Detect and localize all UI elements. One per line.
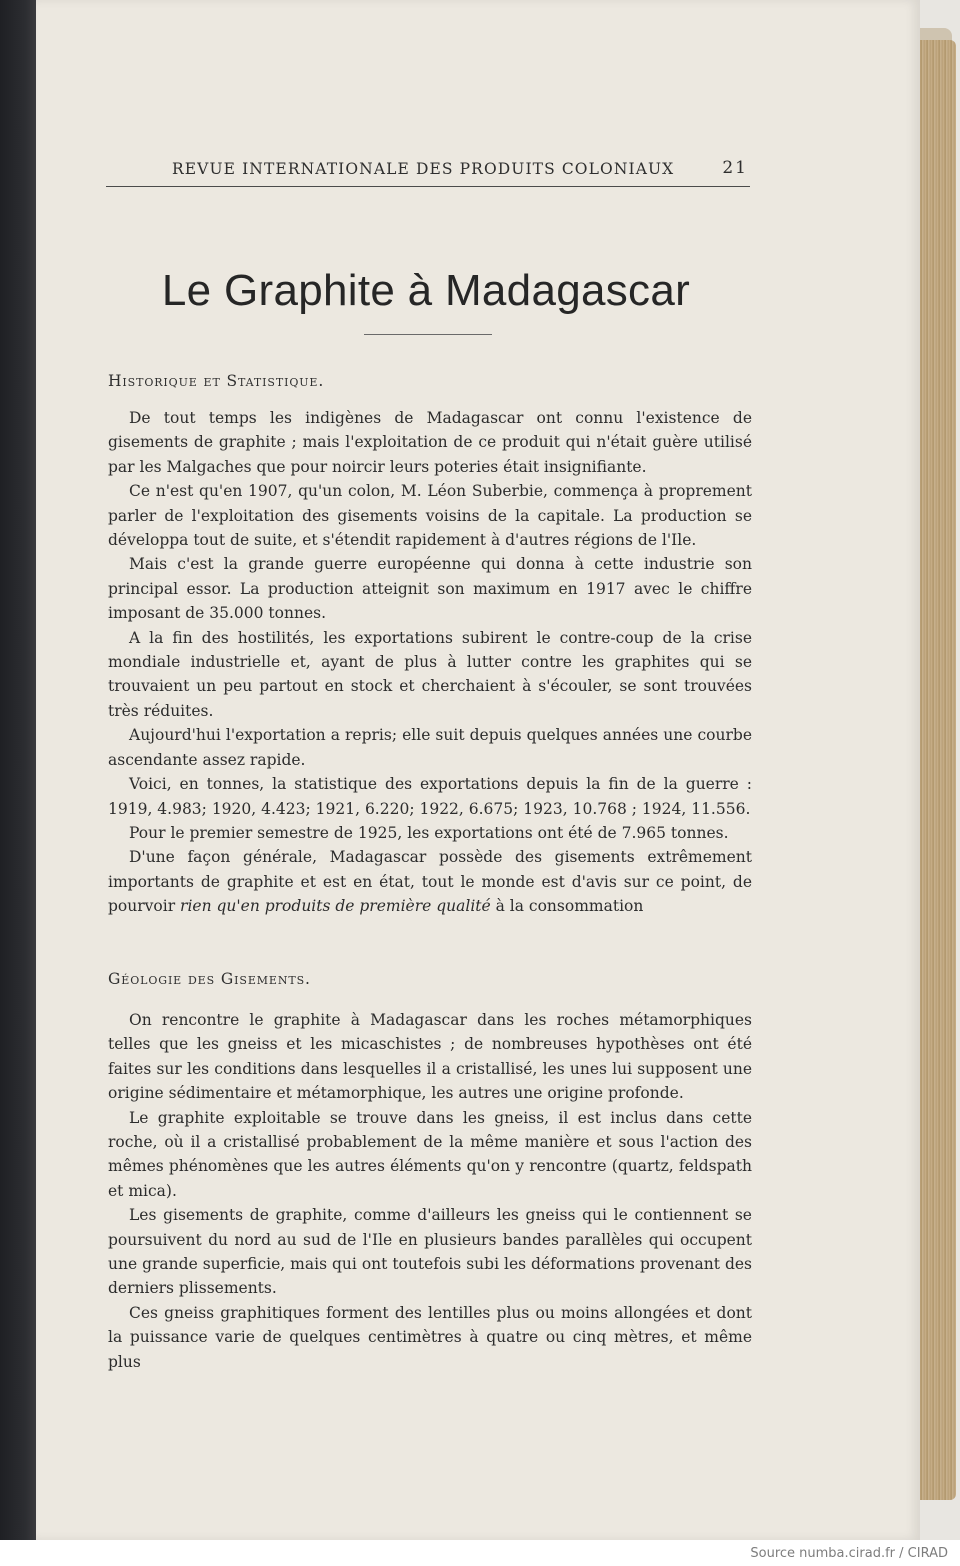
paragraph: Le graphite exploitable se trouve dans les gneiss, il est inclus dans cette roche, où il a cristallisé probablement de la même manière et sous l'action des mêmes phénomènes que les autres éléments qu'on y rencontre (quartz, feldspath et mica). (108, 1108, 752, 1200)
paragraph: Les gisements de graphite, comme d'ailleurs les gneiss qui le contiennent se poursuivent du nord au sud de l'Ile en plusieurs bandes parallèles qui occupent une grande superficie, mais qui ont toutefois subi les déformations provenant des derniers plissements. (108, 1206, 752, 1298)
paragraph: Aujourd'hui l'exportation a repris; elle suit depuis quelques années une courbe ascendante assez rapide. (108, 726, 752, 769)
paragraph: Ce n'est qu'en 1907, qu'un colon, M. Léon Suberbie, commença à proprement parler de l'exploitation des gisements voisins de la capitale. La production se développa tout de suite, et s'étendit rapidement à d'autres régions de l'Ile. (108, 482, 752, 550)
paragraph-text: D'une façon générale, Madagascar possède des gisements extrêmement importants de graphite et est en état, tout le monde est d'avis sur ce point, de pourvoir (108, 848, 752, 916)
paragraph: On rencontre le graphite à Madagascar dans les roches métamorphiques telles que les gneiss et les micaschistes ; de nombreuses hypothèses ont été faites sur les conditions dans lesquelles il a cristallisé, les unes lui supposent une origine sédimentaire et métamorphique, les autres une origine profonde. (108, 1011, 752, 1103)
section-body-historique (108, 406, 752, 919)
running-header (106, 158, 750, 187)
paragraph: Pour le premier semestre de 1925, les exportations ont été de 7.965 tonnes. (129, 823, 729, 842)
paragraph-with-emphasis (108, 845, 752, 918)
title-rule (364, 334, 492, 335)
paragraph: Ces gneiss graphitiques forment des lentilles plus ou moins allongées et dont la puissance varie de quelques centimètres à quatre ou cinq mètres, et même plus (108, 1303, 752, 1371)
book-cover-left-edge (0, 0, 36, 1540)
section-heading-historique: Historique et Statistique. (108, 372, 325, 390)
section-heading-geologie: Géologie des Gisements. (108, 970, 311, 988)
paragraph: Mais c'est la grande guerre européenne qui donna à cette industrie son principal essor. La production atteignit son maximum en 1917 avec le chiffre imposant de 35.000 tonnes. (108, 555, 752, 623)
paragraph: A la fin des hostilités, les exportations subirent le contre-coup de la crise mondiale industrielle et, ayant de plus à lutter contre les graphites qui se trouvaient un peu partout en stock et cherchaient à s'écouler, se sont trouvées très réduites. (108, 628, 752, 720)
journal-title: REVUE INTERNATIONALE DES PRODUITS COLONIAUX (172, 160, 675, 178)
page-stack-edges (918, 40, 956, 1500)
paragraph: De tout temps les indigènes de Madagascar ont connu l'existence de gisements de graphite ; mais l'exploitation de ce produit qui n'était guère utilisé par les Malgaches que pour noircir leurs poteries était insignifiante. (108, 409, 752, 476)
paragraph: Voici, en tonnes, la statistique des exportations depuis la fin de la guerre : 1919, 4.983; 1920, 4.423; 1921, 6.220; 1922, 6.675; 1923, 10.768 ; 1924, 11.556. (108, 775, 752, 818)
source-credit: Source numba.cirad.fr / CIRAD (750, 1546, 948, 1561)
emphasis-text: rien qu'en produits de première qualité (180, 897, 491, 916)
section-body-geologie (108, 1008, 752, 1374)
page-number: 21 (722, 158, 748, 178)
paragraph-text: à la consommation (490, 897, 644, 916)
article-title: Le Graphite à Madagascar (161, 266, 691, 315)
